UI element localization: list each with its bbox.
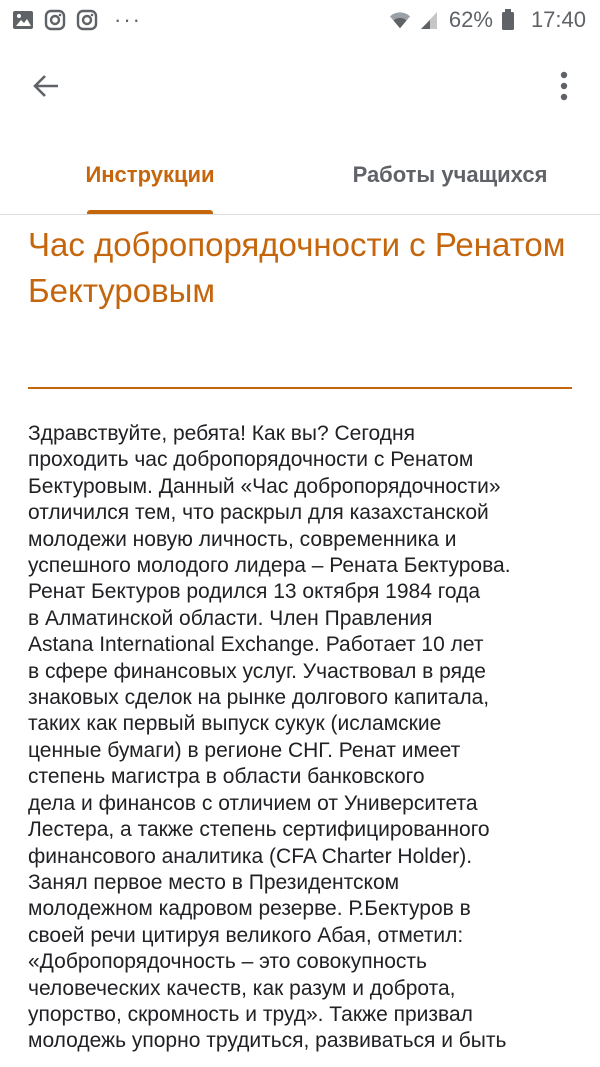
title-divider (28, 387, 572, 389)
wifi-icon (389, 9, 411, 31)
app-bar (0, 40, 600, 136)
instagram-icon (76, 9, 98, 31)
more-dots-icon: ··· (114, 7, 142, 32)
status-bar (0, 0, 600, 40)
arrow-back-icon (32, 72, 60, 105)
tab-student-works[interactable]: Работы учащихся (352, 162, 548, 187)
status-bar-left (0, 9, 142, 31)
battery-percent: 62% (448, 7, 493, 32)
battery-icon (501, 9, 523, 31)
status-bar-right (389, 7, 600, 33)
instagram-icon (44, 9, 66, 31)
clock: 17:40 (530, 7, 586, 32)
assignment-content (28, 214, 580, 1055)
image-icon (12, 9, 34, 31)
signal-icon (419, 9, 441, 31)
more-vert-icon (560, 71, 568, 106)
tab-instructions[interactable]: Инструкции (85, 162, 215, 187)
more-options-button[interactable] (542, 66, 586, 110)
assignment-body: Здравствуйте, ребята! Как вы? Сегодня проходить час добропорядочности с Ренатом Бектуровым. Данный «Час добропорядочности» отличился тем, что раскрыл для казахстанской молодежи новую личность, современника и успешного молодого лидера – Рената Бектурова. Ренат Бектуров родился 13 октября 1984 года в Алматинской области. Член Правления Astana International Exchange. Работает 10 лет в сфере финансовых услуг. Участвовал в ряде знаковых сделок на рынке долгового капитала, таких как первый выпуск сукук (исламские ценные бумаги) в регионе СНГ. Ренат имеет степень магистра в области банковского дела и финансов с отличием от Университета Лестера, а также степень сертифицированного финансового аналитика (CFA Charter Holder). Занял первое место в Президентском молодежном кадровом резерве. Р.Бектуров в своей речи цитируя великого Абая, отметил: «Добропорядочность – это совокупность человеческих качеств, как разум и доброта, упорство, скромность и труд». Также призвал молодежь упорно трудиться, развиваться и быть (28, 422, 511, 1053)
tab-bar (0, 136, 600, 215)
back-button[interactable] (22, 66, 70, 110)
assignment-title: Час добропорядочности с Ренатом Бектуровым (28, 226, 566, 309)
